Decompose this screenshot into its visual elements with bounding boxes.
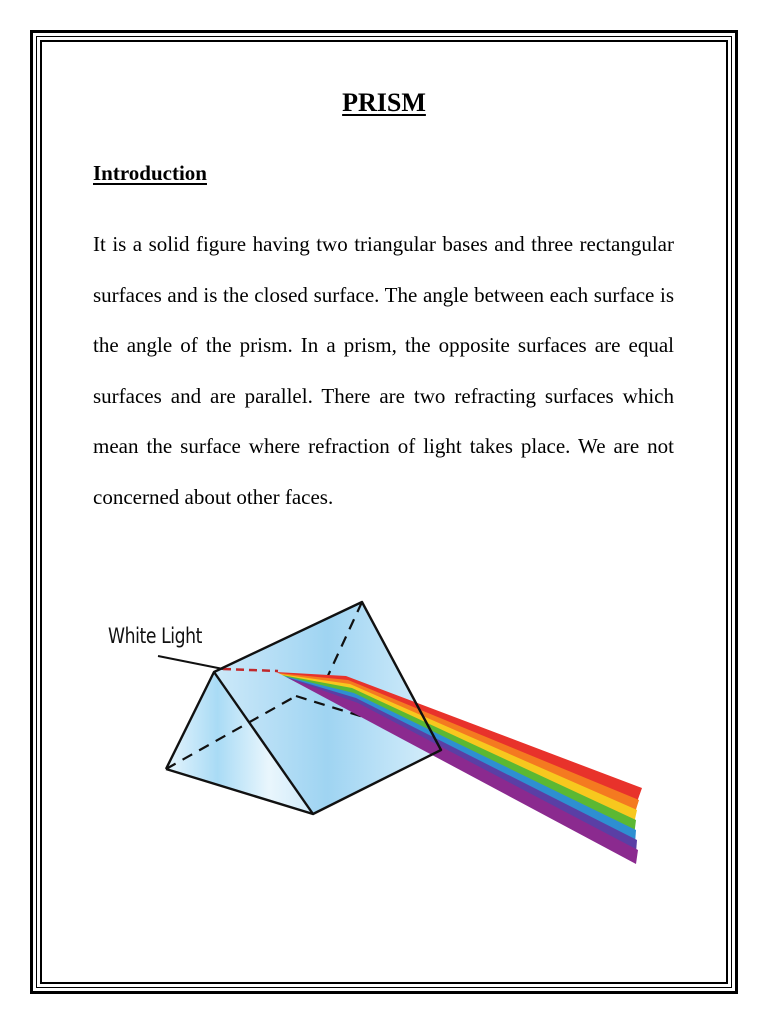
section-heading-introduction: Introduction xyxy=(93,161,207,185)
white-light-label: White Light xyxy=(108,624,203,648)
introduction-paragraph: It is a solid figure having two triangular bases and three rectangular surfaces and is the closed surface. The angle between each surface is the angle of the prism. In a prism, the opposite surfaces are equal surfaces and are parallel. There are two refracting surfaces which mean the surface where refraction of light takes place. We are not concerned about other faces. xyxy=(93,232,674,509)
page-title: PRISM xyxy=(342,88,426,117)
label-pointer-line xyxy=(158,656,223,669)
prism-diagram xyxy=(96,596,656,876)
